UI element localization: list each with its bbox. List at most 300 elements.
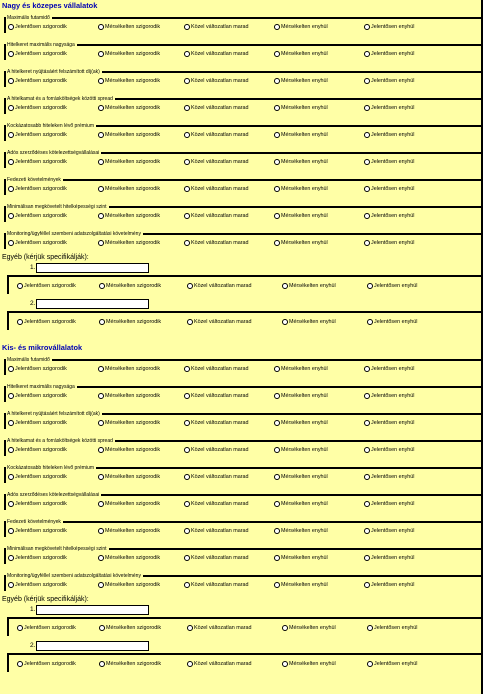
radio-button[interactable]	[184, 105, 190, 111]
radio-button[interactable]	[274, 447, 280, 453]
radio-option-label: Mérsékelten szigorodik	[105, 24, 161, 30]
radio-option[interactable]	[364, 364, 414, 374]
radio-button[interactable]	[8, 132, 14, 138]
radio-option[interactable]	[274, 445, 328, 455]
radio-button[interactable]	[274, 528, 280, 534]
radio-option-label: Jelentősen enyhül	[374, 661, 418, 667]
radio-option-label: Mérsékelten enyhül	[281, 51, 328, 57]
radio-option[interactable]	[184, 472, 249, 482]
radio-button[interactable]	[184, 420, 190, 426]
radio-option-label: Közel változatlan marad	[194, 625, 252, 631]
radio-option-label: Közel változatlan marad	[191, 213, 249, 219]
radio-option-label: Mérsékelten szigorodik	[105, 474, 161, 480]
radio-option-label: Jelentősen enyhül	[371, 213, 415, 219]
radio-button[interactable]	[274, 420, 280, 426]
radio-option[interactable]	[184, 553, 249, 563]
radio-button[interactable]	[364, 582, 370, 588]
radio-option-label: Mérsékelten enyhül	[281, 213, 328, 219]
radio-option[interactable]	[187, 317, 252, 327]
radio-button[interactable]	[8, 420, 14, 426]
question-label: Maximális futamidő	[7, 15, 50, 21]
radio-option[interactable]	[8, 526, 67, 536]
radio-button[interactable]	[8, 555, 14, 561]
radio-option[interactable]	[184, 211, 249, 221]
radio-group	[4, 130, 481, 140]
radio-option-label: Mérsékelten enyhül	[281, 393, 328, 399]
question-group	[4, 68, 481, 88]
radio-button[interactable]	[8, 51, 14, 57]
group-border	[7, 653, 481, 655]
radio-group	[4, 391, 481, 401]
radio-option[interactable]	[8, 157, 67, 167]
radio-option[interactable]	[98, 22, 160, 32]
radio-option-label: Mérsékelten szigorodik	[105, 51, 161, 57]
radio-option-label: Közel változatlan marad	[194, 661, 252, 667]
radio-option[interactable]	[8, 49, 67, 59]
radio-option[interactable]	[274, 157, 328, 167]
radio-option[interactable]	[282, 659, 336, 669]
radio-button[interactable]	[274, 474, 280, 480]
radio-button[interactable]	[364, 51, 370, 57]
radio-option-label: Mérsékelten szigorodik	[106, 625, 162, 631]
radio-option[interactable]	[282, 281, 336, 291]
radio-option[interactable]	[364, 472, 414, 482]
radio-option[interactable]	[274, 418, 328, 428]
radio-button[interactable]	[184, 366, 190, 372]
radio-option[interactable]	[367, 659, 417, 669]
radio-button[interactable]	[367, 283, 373, 289]
radio-option[interactable]	[99, 623, 161, 633]
radio-button[interactable]	[184, 51, 190, 57]
radio-option[interactable]	[187, 659, 252, 669]
radio-option[interactable]	[184, 445, 249, 455]
radio-button[interactable]	[364, 420, 370, 426]
radio-option[interactable]	[98, 76, 160, 86]
radio-button[interactable]	[364, 78, 370, 84]
radio-option[interactable]	[364, 211, 414, 221]
radio-group	[4, 553, 481, 563]
radio-option[interactable]	[274, 364, 328, 374]
question-group	[4, 176, 481, 196]
radio-button[interactable]	[98, 78, 104, 84]
radio-option[interactable]	[99, 281, 161, 291]
radio-option[interactable]	[364, 22, 414, 32]
radio-option[interactable]	[98, 445, 160, 455]
radio-button[interactable]	[364, 501, 370, 507]
radio-button[interactable]	[8, 186, 14, 192]
question-group	[4, 41, 481, 61]
radio-option-label: Jelentősen szigorodik	[24, 319, 76, 325]
radio-option[interactable]	[98, 391, 160, 401]
radio-group	[7, 623, 484, 633]
radio-option[interactable]	[364, 238, 414, 248]
radio-option[interactable]	[8, 22, 67, 32]
radio-option-label: Közel változatlan marad	[191, 582, 249, 588]
radio-button[interactable]	[364, 447, 370, 453]
radio-option-label: Jelentősen enyhül	[371, 132, 415, 138]
radio-option[interactable]	[98, 49, 160, 59]
radio-button[interactable]	[274, 132, 280, 138]
radio-button[interactable]	[8, 105, 14, 111]
radio-option[interactable]	[99, 317, 161, 327]
radio-option[interactable]	[98, 238, 160, 248]
radio-button[interactable]	[99, 283, 105, 289]
radio-option[interactable]	[364, 391, 414, 401]
radio-button[interactable]	[364, 474, 370, 480]
radio-option-label: Jelentősen enyhül	[371, 24, 415, 30]
radio-button[interactable]	[184, 393, 190, 399]
radio-option[interactable]	[364, 418, 414, 428]
radio-option[interactable]	[184, 391, 249, 401]
radio-button[interactable]	[274, 105, 280, 111]
radio-button[interactable]	[17, 283, 23, 289]
radio-option-label: Mérsékelten szigorodik	[105, 582, 161, 588]
radio-option[interactable]	[274, 553, 328, 563]
radio-button[interactable]	[282, 319, 288, 325]
radio-button[interactable]	[184, 78, 190, 84]
radio-button[interactable]	[17, 319, 23, 325]
radio-option[interactable]	[364, 526, 414, 536]
radio-button[interactable]	[98, 213, 104, 219]
other-text-input[interactable]	[36, 299, 149, 309]
radio-button[interactable]	[364, 393, 370, 399]
radio-button[interactable]	[274, 78, 280, 84]
group-border	[4, 521, 481, 523]
radio-button[interactable]	[98, 24, 104, 30]
radio-option[interactable]	[184, 157, 249, 167]
radio-group	[4, 472, 481, 482]
radio-button[interactable]	[8, 366, 14, 372]
radio-button[interactable]	[274, 213, 280, 219]
radio-option[interactable]	[17, 659, 76, 669]
radio-button[interactable]	[98, 420, 104, 426]
radio-option[interactable]	[184, 418, 249, 428]
radio-option[interactable]	[99, 659, 161, 669]
radio-button[interactable]	[184, 132, 190, 138]
radio-button[interactable]	[274, 186, 280, 192]
radio-button[interactable]	[98, 105, 104, 111]
radio-option[interactable]	[98, 103, 160, 113]
section-title: Nagy és közepes vállalatok	[2, 1, 98, 10]
radio-option[interactable]	[184, 130, 249, 140]
radio-option-label: Jelentősen szigorodik	[15, 447, 67, 453]
radio-option[interactable]	[98, 130, 160, 140]
question-label: Fedezeti követelmények	[7, 177, 61, 183]
radio-button[interactable]	[184, 186, 190, 192]
radio-option[interactable]	[184, 364, 249, 374]
radio-option[interactable]	[274, 22, 328, 32]
radio-option[interactable]	[8, 211, 67, 221]
radio-option[interactable]	[274, 211, 328, 221]
radio-option[interactable]	[364, 580, 414, 590]
radio-option[interactable]	[184, 580, 249, 590]
radio-option[interactable]	[8, 391, 67, 401]
radio-option[interactable]	[98, 472, 160, 482]
radio-option[interactable]	[364, 445, 414, 455]
radio-button[interactable]	[184, 159, 190, 165]
radio-button[interactable]	[8, 582, 14, 588]
radio-button[interactable]	[8, 24, 14, 30]
radio-option[interactable]	[364, 49, 414, 59]
radio-button[interactable]	[184, 213, 190, 219]
radio-button[interactable]	[274, 240, 280, 246]
radio-button[interactable]	[274, 24, 280, 30]
radio-option[interactable]	[98, 364, 160, 374]
radio-button[interactable]	[99, 319, 105, 325]
radio-group	[7, 317, 484, 327]
radio-button[interactable]	[8, 159, 14, 165]
radio-option[interactable]	[274, 130, 328, 140]
radio-option-label: Mérsékelten szigorodik	[105, 132, 161, 138]
radio-option-label: Közel változatlan marad	[191, 24, 249, 30]
radio-option[interactable]	[364, 499, 414, 509]
radio-button[interactable]	[187, 319, 193, 325]
radio-option-label: Jelentősen szigorodik	[15, 420, 67, 426]
radio-option-label: Jelentősen szigorodik	[15, 105, 67, 111]
radio-button[interactable]	[184, 240, 190, 246]
radio-option[interactable]	[184, 238, 249, 248]
radio-button[interactable]	[187, 283, 193, 289]
radio-option[interactable]	[98, 553, 160, 563]
radio-option-label: Mérsékelten enyhül	[281, 366, 328, 372]
radio-button[interactable]	[274, 555, 280, 561]
radio-option-label: Mérsékelten enyhül	[281, 501, 328, 507]
group-border	[7, 311, 481, 313]
radio-button[interactable]	[98, 159, 104, 165]
radio-button[interactable]	[364, 366, 370, 372]
radio-button[interactable]	[364, 105, 370, 111]
radio-button[interactable]	[8, 447, 14, 453]
radio-button[interactable]	[274, 501, 280, 507]
radio-option-label: Közel változatlan marad	[191, 555, 249, 561]
radio-option[interactable]	[274, 184, 328, 194]
radio-option[interactable]	[274, 391, 328, 401]
radio-option[interactable]	[8, 499, 67, 509]
radio-option[interactable]	[274, 103, 328, 113]
question-label: Adós szerződéses kötelezettségvállalásai	[7, 492, 100, 498]
radio-button[interactable]	[8, 78, 14, 84]
radio-button[interactable]	[274, 159, 280, 165]
radio-option-label: Közel változatlan marad	[191, 159, 249, 165]
radio-option-label: Mérsékelten szigorodik	[106, 661, 162, 667]
radio-button[interactable]	[99, 625, 105, 631]
radio-option[interactable]	[98, 211, 160, 221]
radio-button[interactable]	[184, 555, 190, 561]
radio-button[interactable]	[364, 240, 370, 246]
radio-button[interactable]	[364, 213, 370, 219]
radio-option[interactable]	[17, 317, 76, 327]
radio-option-label: Mérsékelten enyhül	[281, 24, 328, 30]
radio-button[interactable]	[8, 528, 14, 534]
radio-button[interactable]	[184, 24, 190, 30]
radio-option-label: Közel változatlan marad	[191, 186, 249, 192]
radio-button[interactable]	[282, 625, 288, 631]
radio-option[interactable]	[274, 76, 328, 86]
radio-option-label: Jelentősen enyhül	[371, 78, 415, 84]
radio-button[interactable]	[364, 24, 370, 30]
radio-button[interactable]	[274, 366, 280, 372]
radio-button[interactable]	[99, 661, 105, 667]
other-text-input[interactable]	[36, 605, 149, 615]
radio-option[interactable]	[98, 418, 160, 428]
radio-option[interactable]	[364, 130, 414, 140]
other-option-group	[7, 311, 481, 331]
radio-option[interactable]	[367, 623, 417, 633]
radio-option[interactable]	[184, 499, 249, 509]
radio-button[interactable]	[98, 501, 104, 507]
radio-option[interactable]	[17, 623, 76, 633]
radio-option[interactable]	[367, 317, 417, 327]
radio-button[interactable]	[367, 319, 373, 325]
radio-option[interactable]	[184, 49, 249, 59]
radio-button[interactable]	[98, 447, 104, 453]
radio-group	[4, 526, 481, 536]
radio-option[interactable]	[364, 184, 414, 194]
radio-button[interactable]	[364, 186, 370, 192]
radio-option[interactable]	[364, 103, 414, 113]
radio-button[interactable]	[364, 528, 370, 534]
radio-option[interactable]	[184, 184, 249, 194]
radio-option-label: Közel változatlan marad	[191, 240, 249, 246]
group-border	[7, 275, 481, 277]
radio-option-label: Közel változatlan marad	[191, 78, 249, 84]
radio-option[interactable]	[98, 157, 160, 167]
radio-button[interactable]	[98, 474, 104, 480]
radio-button[interactable]	[98, 582, 104, 588]
radio-button[interactable]	[367, 625, 373, 631]
radio-button[interactable]	[187, 625, 193, 631]
radio-option-label: Közel változatlan marad	[191, 447, 249, 453]
radio-button[interactable]	[187, 661, 193, 667]
radio-button[interactable]	[8, 393, 14, 399]
radio-button[interactable]	[184, 582, 190, 588]
radio-button[interactable]	[98, 528, 104, 534]
radio-option-label: Mérsékelten szigorodik	[105, 555, 161, 561]
radio-option[interactable]	[184, 76, 249, 86]
radio-button[interactable]	[274, 582, 280, 588]
radio-button[interactable]	[8, 240, 14, 246]
radio-option-label: Mérsékelten szigorodik	[105, 420, 161, 426]
radio-button[interactable]	[364, 555, 370, 561]
radio-button[interactable]	[184, 528, 190, 534]
radio-option-label: Mérsékelten enyhül	[289, 283, 336, 289]
radio-option[interactable]	[274, 580, 328, 590]
radio-button[interactable]	[184, 447, 190, 453]
radio-option[interactable]	[184, 103, 249, 113]
question-label: Minimálisan megkövetelt hitelképességi szint	[7, 204, 107, 210]
radio-option-label: Mérsékelten enyhül	[281, 132, 328, 138]
question-group	[4, 149, 481, 169]
radio-option-label: Jelentősen szigorodik	[15, 51, 67, 57]
radio-option-label: Mérsékelten szigorodik	[105, 186, 161, 192]
radio-option[interactable]	[98, 184, 160, 194]
radio-button[interactable]	[282, 283, 288, 289]
radio-option[interactable]	[8, 76, 67, 86]
radio-button[interactable]	[274, 51, 280, 57]
radio-option[interactable]	[98, 526, 160, 536]
radio-option[interactable]	[8, 238, 67, 248]
radio-button[interactable]	[98, 51, 104, 57]
radio-option[interactable]	[274, 49, 328, 59]
radio-option[interactable]	[364, 553, 414, 563]
radio-button[interactable]	[98, 393, 104, 399]
radio-button[interactable]	[8, 501, 14, 507]
radio-option[interactable]	[274, 499, 328, 509]
radio-button[interactable]	[364, 159, 370, 165]
radio-option[interactable]	[8, 418, 67, 428]
radio-option[interactable]	[98, 499, 160, 509]
radio-option[interactable]	[274, 472, 328, 482]
radio-button[interactable]	[274, 393, 280, 399]
radio-button[interactable]	[98, 240, 104, 246]
radio-option[interactable]	[98, 580, 160, 590]
radio-button[interactable]	[98, 132, 104, 138]
radio-option[interactable]	[187, 281, 252, 291]
radio-option[interactable]	[8, 445, 67, 455]
radio-option[interactable]	[367, 281, 417, 291]
radio-button[interactable]	[184, 474, 190, 480]
radio-option[interactable]	[17, 281, 76, 291]
radio-button[interactable]	[364, 132, 370, 138]
radio-button[interactable]	[184, 501, 190, 507]
radio-option[interactable]	[8, 580, 67, 590]
radio-option[interactable]	[8, 472, 67, 482]
radio-option[interactable]	[364, 157, 414, 167]
radio-button[interactable]	[282, 661, 288, 667]
radio-button[interactable]	[8, 474, 14, 480]
radio-option[interactable]	[8, 364, 67, 374]
radio-button[interactable]	[17, 625, 23, 631]
radio-button[interactable]	[98, 366, 104, 372]
radio-option[interactable]	[8, 553, 67, 563]
radio-option-label: Közel változatlan marad	[191, 393, 249, 399]
radio-option-label: Jelentősen enyhül	[374, 283, 418, 289]
radio-option[interactable]	[8, 103, 67, 113]
radio-button[interactable]	[17, 661, 23, 667]
other-text-input[interactable]	[36, 263, 149, 273]
radio-option[interactable]	[282, 623, 336, 633]
radio-option-label: Jelentősen szigorodik	[24, 283, 76, 289]
question-label: A hitelkeret nyújtásáért felszámított díj(ak)	[7, 411, 100, 417]
radio-option[interactable]	[274, 526, 328, 536]
radio-option[interactable]	[184, 526, 249, 536]
radio-option[interactable]	[8, 130, 67, 140]
question-group	[4, 356, 481, 376]
radio-option[interactable]	[184, 22, 249, 32]
question-group	[4, 410, 481, 430]
radio-button[interactable]	[98, 186, 104, 192]
radio-option[interactable]	[364, 76, 414, 86]
radio-option-label: Mérsékelten enyhül	[289, 319, 336, 325]
radio-group	[4, 157, 481, 167]
radio-option[interactable]	[282, 317, 336, 327]
radio-group	[7, 281, 484, 291]
radio-option-label: Mérsékelten szigorodik	[105, 366, 161, 372]
radio-option[interactable]	[274, 238, 328, 248]
question-label: A hitelkamat és a forrásköltségek közötti spread	[7, 96, 113, 102]
radio-button[interactable]	[8, 213, 14, 219]
radio-option[interactable]	[8, 184, 67, 194]
radio-button[interactable]	[98, 555, 104, 561]
radio-option-label: Közel változatlan marad	[191, 420, 249, 426]
radio-option[interactable]	[187, 623, 252, 633]
radio-option-label: Jelentősen szigorodik	[15, 582, 67, 588]
radio-button[interactable]	[367, 661, 373, 667]
radio-option-label: Mérsékelten enyhül	[281, 528, 328, 534]
radio-option-label: Jelentősen enyhül	[371, 420, 415, 426]
other-text-input[interactable]	[36, 641, 149, 651]
other-item-number: 1.	[30, 606, 36, 613]
